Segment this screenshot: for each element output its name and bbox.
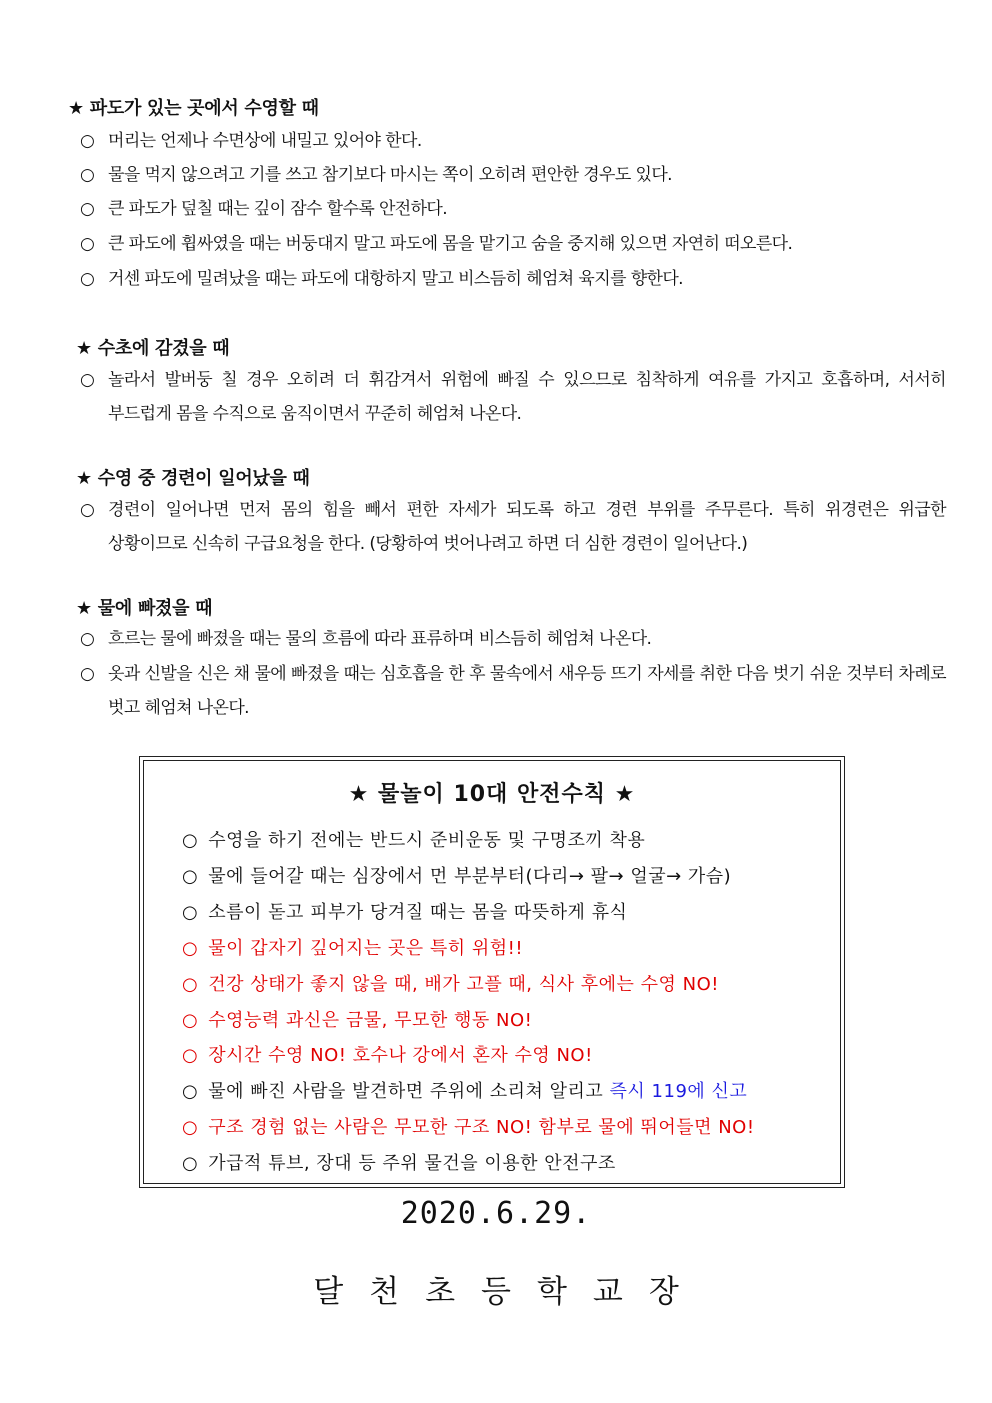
- rule-text: 가급적 튜브, 장대 등 주위 물건을 이용한 안전구조: [208, 1153, 616, 1174]
- circle-bullet-icon: ○: [80, 500, 95, 520]
- list-item: [80, 158, 946, 192]
- rule-text: 물이 갑자기 깊어지는 곳은 특히 위험!!: [208, 938, 524, 959]
- circle-bullet-icon: ○: [80, 165, 95, 185]
- document-date: 2020.6.29.: [400, 1196, 592, 1231]
- list-item: [80, 657, 946, 725]
- circle-bullet-icon: ○: [80, 664, 95, 684]
- rule-item-warning: [182, 1110, 822, 1146]
- circle-bullet-icon: ○: [182, 830, 199, 851]
- rule-item: [182, 1146, 822, 1182]
- item-text: 머리는 언제나 수면상에 내밀고 있어야 한다.: [108, 131, 422, 151]
- circle-bullet-icon: ○: [182, 1081, 199, 1102]
- rule-item-warning: [182, 1003, 822, 1039]
- circle-bullet-icon: ○: [182, 938, 199, 959]
- safety-rules-title: ★ 물놀이 10대 안전수칙 ★: [348, 782, 636, 807]
- school-principal-signature: 달천초등학교장: [313, 1274, 705, 1310]
- item-text: 흐르는 물에 빠졌을 때는 물의 흐름에 따라 표류하며 비스듬히 헤엄쳐 나온다.: [108, 629, 652, 649]
- rule-text: 물에 빠진 사람을 발견하면 주위에 소리쳐 알리고: [208, 1081, 604, 1102]
- circle-bullet-icon: ○: [80, 234, 95, 254]
- circle-bullet-icon: ○: [80, 370, 95, 390]
- section-title: ★ 물에 빠졌을 때: [76, 598, 213, 619]
- rule-text: 물에 들어갈 때는 심장에서 먼 부분부터(다리→ 팔→ 얼굴→ 가슴): [208, 866, 732, 887]
- rule-item-warning: [182, 967, 822, 1003]
- list-item: [80, 622, 946, 656]
- rule-text: 수영능력 과신은 금물, 무모한 행동 NO!: [208, 1010, 533, 1031]
- circle-bullet-icon: ○: [80, 629, 95, 649]
- rule-text: 구조 경험 없는 사람은 무모한 구조 NO! 함부로 물에 뛰어들면 NO!: [208, 1117, 755, 1138]
- list-item: [80, 262, 946, 296]
- circle-bullet-icon: ○: [182, 902, 199, 923]
- circle-bullet-icon: ○: [80, 131, 95, 151]
- section-title: ★ 수영 중 경련이 일어났을 때: [76, 468, 310, 489]
- list-item: [80, 493, 946, 561]
- section-title: ★ 파도가 있는 곳에서 수영할 때: [68, 98, 319, 119]
- circle-bullet-icon: ○: [182, 1117, 199, 1138]
- list-item: [80, 192, 946, 226]
- safety-rules-inner-border: [143, 760, 841, 1184]
- circle-bullet-icon: ○: [80, 199, 95, 219]
- rule-item: [182, 859, 822, 895]
- section-title: ★ 수초에 감겼을 때: [76, 338, 230, 359]
- rule-item-warning: [182, 1038, 822, 1074]
- item-text: 놀라서 발버둥 칠 경우 오히려 더 휘감겨서 위험에 빠질 수 있으므로 침착하게 여유를 가지고 호흡하며, 서서히 부드럽게 몸을 수직으로 움직이면서 꾸준히 헤엄쳐 나온다.: [108, 370, 946, 424]
- rule-text: 소름이 돋고 피부가 당겨질 때는 몸을 따뜻하게 휴식: [208, 902, 628, 923]
- rule-item: [182, 895, 822, 931]
- rule-text: 장시간 수영 NO! 호수나 강에서 혼자 수영 NO!: [208, 1045, 593, 1066]
- rule-item-warning: [182, 931, 822, 967]
- rule-text: 건강 상태가 좋지 않을 때, 배가 고플 때, 식사 후에는 수영 NO!: [208, 974, 719, 995]
- list-item: [80, 363, 946, 431]
- item-text: 물을 먹지 않으려고 기를 쓰고 참기보다 마시는 쪽이 오히려 편안한 경우도 있다.: [108, 165, 672, 185]
- rule-item: [182, 1074, 822, 1110]
- circle-bullet-icon: ○: [182, 1153, 199, 1174]
- item-text: 큰 파도가 덮칠 때는 깊이 잠수 할수록 안전하다.: [108, 199, 448, 219]
- rule-item: [182, 823, 822, 859]
- list-item: [80, 124, 946, 158]
- item-text: 경련이 일어나면 먼저 몸의 힘을 빼서 편한 자세가 되도록 하고 경련 부위를 주무른다. 특히 위경련은 위급한 상황이므로 신속히 구급요청을 한다. (당황하여 벗어나려고 하면 더 심한 경련이 일어난다.): [108, 500, 946, 554]
- item-text: 옷과 신발을 신은 채 물에 빠졌을 때는 심호흡을 한 후 물속에서 새우등 뜨기 자세를 취한 다음 벗기 쉬운 것부터 차례로 벗고 헤엄쳐 나온다.: [108, 664, 946, 718]
- rule-text: 수영을 하기 전에는 반드시 준비운동 및 구명조끼 착용: [208, 830, 646, 851]
- safety-rules-box: [139, 756, 845, 1188]
- item-text: 큰 파도에 휩싸였을 때는 버둥대지 말고 파도에 몸을 맡기고 숨을 중지해 있으면 자연히 떠오른다.: [108, 234, 793, 254]
- item-text: 거센 파도에 밀려났을 때는 파도에 대항하지 말고 비스듬히 헤엄쳐 육지를 향한다.: [108, 269, 683, 289]
- circle-bullet-icon: ○: [182, 1010, 199, 1031]
- circle-bullet-icon: ○: [182, 974, 199, 995]
- circle-bullet-icon: ○: [182, 1045, 199, 1066]
- circle-bullet-icon: ○: [182, 866, 199, 887]
- circle-bullet-icon: ○: [80, 269, 95, 289]
- list-item: [80, 227, 946, 261]
- emergency-call-highlight: 즉시 119에 신고: [609, 1081, 748, 1102]
